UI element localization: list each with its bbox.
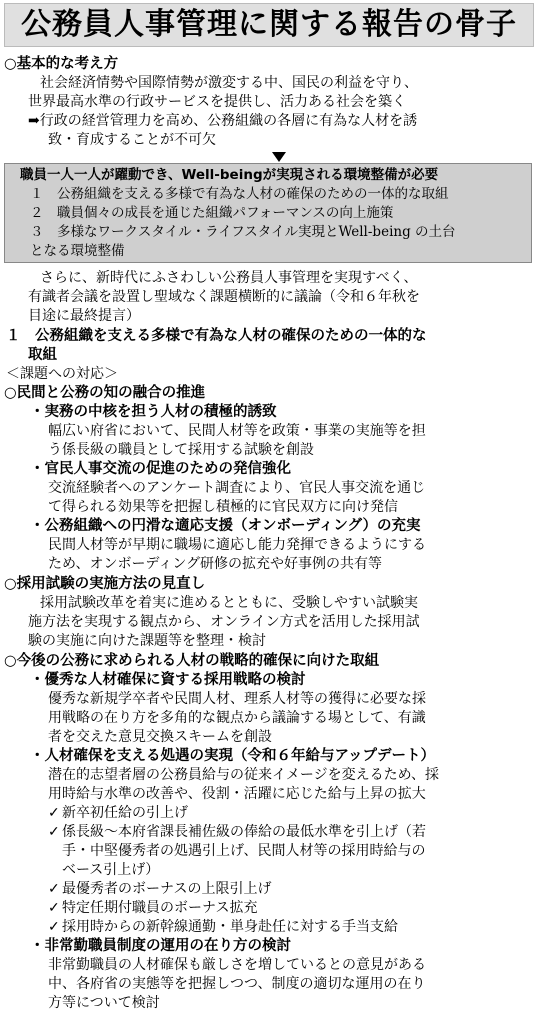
check-item-cont: ベース引上げ） [62,862,160,878]
check-icon: ✓ [48,824,60,840]
bullet-title: ・実務の中核を担う人材の積極的誘致 [30,404,277,420]
check-icon: ✓ [48,919,60,935]
bullet-text: 優秀な新規学卒者や民間人材、理系人材等の獲得に必要な採 [48,691,426,707]
bullet-text: 用時給与水準の改善や、役割・活躍に応じた給与上昇の拡大 [48,786,426,802]
basic-line: ➡行政の経営管理力を高め、公務組織の各層に有為な人材を誘 [28,113,418,129]
bullet-text: 交流経験者へのアンケート調査により、官民人事交流を通じ [48,480,426,496]
box-heading: 職員一人一人が躍動でき、Well-beingが実現される環境整備が必要 [20,167,439,183]
bullet-text: 非常勤職員の人材確保も厳しさを増しているとの意見がある [48,957,426,973]
check-icon: ✓ [48,900,60,916]
basic-heading: ○基本的な考え方 [4,56,119,72]
check-item: ✓ 特定任期付職員のボーナス拡充 [48,900,258,916]
part-text: 施方法を実現する観点から、オンライン方式を活用した採用試 [28,614,420,630]
check-item: ✓ 係長級～本府省課長補佐級の俸給の最低水準を引上げ（若 [48,824,426,840]
bullet-text: う係長級の職員として採用する試験を創設 [48,442,314,458]
check-icon: ✓ [48,805,60,821]
box-item: １ 公務組織を支える多様で有為な人材の確保のための一体的な取組 [30,186,449,202]
part-heading: ○今後の公務に求められる人材の戦略的確保に向けた取組 [4,653,380,669]
part-text: 採用試験改革を着実に進めるとともに、受験しやすい試験実 [40,595,418,611]
bullet-text: 中、各府省の実態等を把握しつつ、制度の適切な運用の在り [48,976,426,992]
check-item: ✓ 採用時からの新幹線通勤・単身赴任に対する手当支給 [48,919,398,935]
bullet-title: ・人材確保を支える処遇の実現（令和６年給与アップデート） [30,748,435,764]
bullet-title: ・優秀な人材確保に資する採用戦略の検討 [30,672,306,688]
bullet-title: ・非常勤職員制度の運用の在り方の検討 [30,938,291,954]
section-subheading: ＜課題への対応＞ [6,366,118,382]
bullet-text: 幅広い府省において、民間人材等を政策・事業の実施等を担 [48,423,426,439]
bullet-text: 用戦略の在り方を多角的な観点から議論する場として、有識 [48,710,426,726]
check-item-cont: 手・中堅優秀者の処遇引上げ、民間人材等の採用時給与の [62,843,426,859]
bullet-text: 民間人材等が早期に職場に適応し能力発揮できるようにする [48,537,426,553]
intro-line: さらに、新時代にふさわしい公務員人事管理を実現すべく、 [40,270,418,286]
check-icon: ✓ [48,881,60,897]
page-title: 公務員人事管理に関する報告の骨子 [4,3,534,47]
part-heading: ○民間と公務の知の融合の推進 [4,385,206,401]
bullet-title: ・公務組織への円滑な適応支援（オンボーディング）の充実 [30,518,421,534]
box-item: ２ 職員個々の成長を通じた組織パフォーマンスの向上施策 [30,205,394,221]
basic-line: 致・育成することが不可欠 [48,132,216,148]
check-item: ✓ 最優秀者のボーナスの上限引上げ [48,881,272,897]
bullet-text: て得られる効果等を把握し積極的に官民双方に向け発信 [48,499,398,515]
bullet-text: 者を交えた意見交換スキームを創設 [48,729,272,745]
part-heading: ○採用試験の実施方法の見直し [4,576,206,592]
down-arrow-icon [272,152,286,162]
check-item: ✓ 新卒初任給の引上げ [48,805,188,821]
section-title-cont: 取組 [28,347,57,363]
bullet-text: ため、オンボーディング研修の拡充や好事例の共有等 [48,556,383,572]
bullet-title: ・官民人事交流の促進のための発信強化 [30,461,291,477]
intro-line: 目途に最終提言） [28,308,140,324]
bullet-text: 潜在的志望者層の公務員給与の従来イメージを変えるため、採 [48,767,440,783]
part-text: 験の実施に向けた課題等を整理・検討 [28,633,266,649]
basic-line: 世界最高水準の行政サービスを提供し、活力ある社会を築く [28,94,406,110]
box-item: となる環境整備 [30,243,125,259]
box-item: ３ 多様なワークスタイル・ライフスタイル実現とWell-being の土台 [30,224,456,240]
basic-line: 社会経済情勢や国際情勢が激変する中、国民の利益を守り、 [40,75,418,91]
section-title: １ 公務組織を支える多様で有為な人材の確保のための一体的な [6,328,427,344]
intro-line: 有識者会議を設置し聖域なく課題横断的に議論（令和６年秋を [28,289,420,305]
bullet-text: 方等について検討 [48,995,160,1011]
